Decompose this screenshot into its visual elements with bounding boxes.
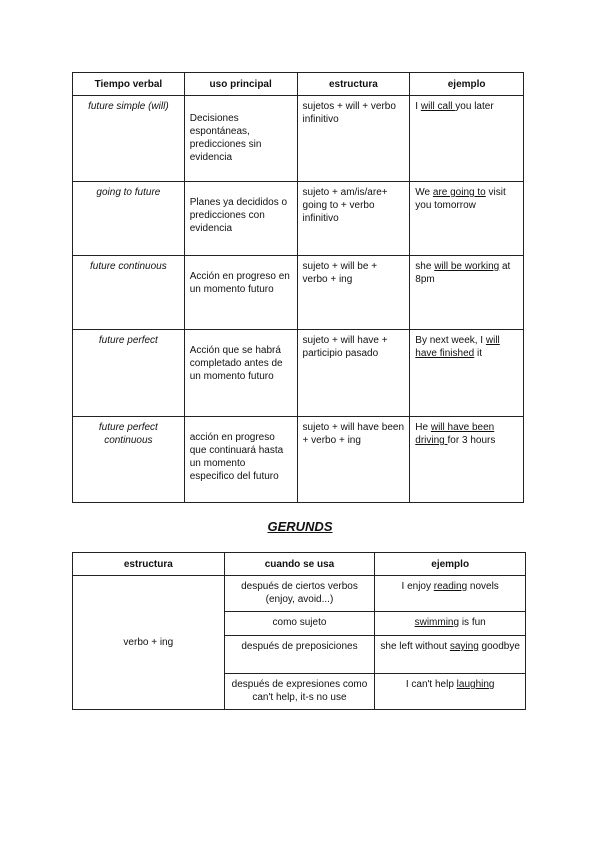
column-header: ejemplo: [410, 73, 524, 96]
column-header: ejemplo: [375, 553, 526, 576]
table-row: [73, 330, 524, 417]
usage-cell: como sujeto: [224, 612, 375, 636]
highlighted-verb: will have finished: [415, 335, 500, 359]
example-cell: she left without saying goodbye: [375, 636, 526, 674]
usage-cell: después de expresiones como can't help, it-s no use: [224, 674, 375, 710]
tense-cell: future perfect: [73, 330, 185, 417]
structure-cell: sujeto + am/is/are+ going to + verbo infinitivo: [297, 182, 410, 256]
table-row: [73, 256, 524, 330]
highlighted-verb: are going to: [432, 187, 486, 198]
example-cell: By next week, I will have finished it: [410, 330, 524, 417]
highlighted-verb: will be working: [434, 261, 500, 272]
table-row: [73, 182, 524, 256]
tense-cell: future simple (will): [73, 96, 185, 182]
example-cell: I enjoy reading novels: [375, 576, 526, 612]
verb-tenses-table: [72, 72, 524, 503]
use-cell: acción en progreso que continuará hasta un momento especifico del futuro: [184, 417, 297, 503]
tense-cell: future continuous: [73, 256, 185, 330]
table-row: [73, 96, 524, 182]
usage-cell: después de ciertos verbos (enjoy, avoid...): [224, 576, 375, 612]
table-header-row: [73, 73, 524, 96]
structure-cell: verbo + ing: [73, 576, 225, 710]
example-cell: He will have been driving for 3 hours: [410, 417, 524, 503]
table-row: [73, 576, 526, 612]
example-cell: We are going to visit you tomorrow: [410, 182, 524, 256]
highlighted-verb: will call: [420, 101, 456, 112]
example-cell: I can't help laughing: [375, 674, 526, 710]
use-cell: Acción en progreso en un momento futuro: [184, 256, 297, 330]
highlighted-gerund: saying: [449, 641, 479, 652]
structure-cell: sujeto + will have been + verbo + ing: [297, 417, 410, 503]
highlighted-gerund: reading: [433, 581, 468, 592]
section-title: GERUNDS: [267, 519, 333, 534]
column-header: uso principal: [184, 73, 297, 96]
tense-cell: going to future: [73, 182, 185, 256]
gerunds-table: [72, 552, 526, 710]
column-header: estructura: [297, 73, 410, 96]
column-header: cuando se usa: [224, 553, 375, 576]
use-cell: Planes ya decididos o predicciones con evidencia: [184, 182, 297, 256]
example-cell: I will call you later: [410, 96, 524, 182]
highlighted-verb: will have been driving: [415, 422, 495, 446]
column-header: estructura: [73, 553, 225, 576]
use-cell: Acción que se habrá completado antes de un momento futuro: [184, 330, 297, 417]
example-cell: swimming is fun: [375, 612, 526, 636]
tense-cell: future perfect continuous: [73, 417, 185, 503]
usage-cell: después de preposiciones: [224, 636, 375, 674]
table-row: [73, 417, 524, 503]
highlighted-gerund: swimming: [414, 617, 460, 628]
structure-cell: sujeto + will have + participio pasado: [297, 330, 410, 417]
column-header: Tiempo verbal: [73, 73, 185, 96]
table-header-row: [73, 553, 526, 576]
structure-cell: sujetos + will + verbo infinitivo: [297, 96, 410, 182]
highlighted-gerund: laughing: [456, 679, 495, 690]
use-cell: Decisiones espontáneas, predicciones sin evidencia: [184, 96, 297, 182]
structure-cell: sujeto + will be + verbo + ing: [297, 256, 410, 330]
example-cell: she will be working at 8pm: [410, 256, 524, 330]
